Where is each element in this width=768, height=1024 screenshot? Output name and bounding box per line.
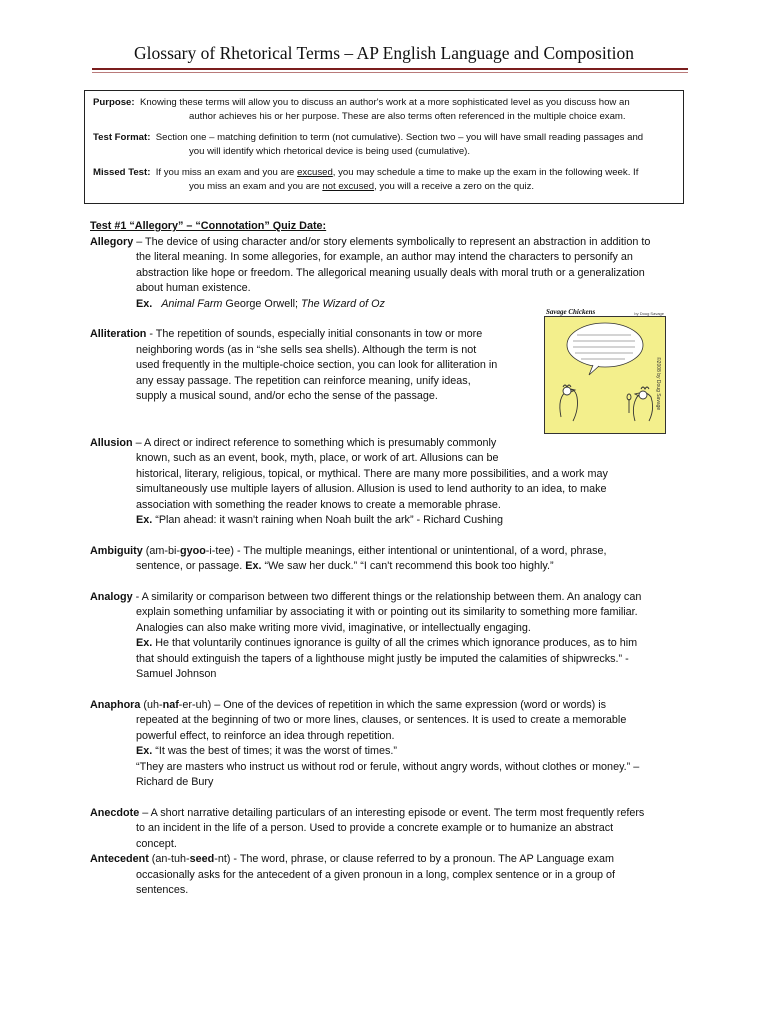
antecedent-def-1: - The word, phrase, or clause referred to by a pronoun. The AP Language exam — [230, 853, 614, 865]
anaphora-ex-label: Ex. — [136, 745, 153, 757]
missed-text-mid: , you may schedule a time to make up the exam in the following week. If — [332, 167, 639, 178]
missed-label: Missed Test: — [93, 167, 151, 178]
missed-not-excused: not excused — [322, 180, 375, 192]
purpose-text-1: Knowing these terms will allow you to discuss an author's work at a more sophisticated level as you discuss how an — [139, 97, 630, 108]
allusion-def-1: – A direct or indirect reference to something which is presumably commonly — [132, 436, 497, 449]
anaphora-def-2: repeated at the beginning of two or more lines, clauses, or sentences. It is used to create a memorable — [136, 714, 627, 726]
analogy-ex-1: He that voluntarily continues ignorance is guilty of all the crimes which ignorance produces, as to him — [152, 637, 638, 649]
allegory-ex-work2: The Wizard of Oz — [301, 297, 385, 310]
missed-text-2-pre: you miss an exam and you are — [189, 180, 323, 192]
entry-allegory — [90, 235, 710, 313]
allegory-def-4: about human existence. — [136, 282, 251, 294]
term-anaphora: Anaphora — [90, 698, 141, 711]
antecedent-def-2: occasionally asks for the antecedent of a given pronoun in a long, complex sentence or in a group of — [136, 868, 615, 881]
allusion-ex-text: “Plan ahead: it wasn't raining when Noah built the ark” - Richard Cushing — [152, 514, 503, 526]
info-box — [84, 90, 684, 204]
alliteration-def-2: neighboring words (as in “she sells sea shells). Although the term is not — [136, 343, 477, 356]
entry-ambiguity — [90, 544, 710, 575]
allusion-def-2: known, such as an event, book, myth, place, or work of art. Allusions can be — [136, 452, 499, 464]
format-row — [93, 131, 675, 158]
allusion-ex-label: Ex. — [136, 514, 153, 526]
term-alliteration: Alliteration — [90, 328, 147, 340]
entry-antecedent — [90, 852, 710, 899]
ambiguity-def-1: - The multiple meanings, either intentional or unintentional, of a word, phrase, — [234, 544, 607, 557]
ambiguity-ex-label: Ex. — [245, 560, 262, 572]
glossary-content — [90, 219, 710, 914]
entry-analogy — [90, 590, 710, 683]
allusion-def-4: simultaneously use multiple layers of allusion. Allusion is used to lend authority to an idea, to make — [136, 483, 607, 495]
anaphora-def-3: powerful effect, to reinforce an idea through repetition. — [136, 729, 395, 742]
allegory-ex-work1: Animal Farm — [161, 297, 223, 310]
entry-anaphora — [90, 698, 710, 791]
anaphora-pronunciation: (uh-naf-er-uh) — [140, 698, 212, 711]
test-heading: Test #1 “Allegory” – “Connotation” Quiz Date: — [90, 220, 327, 232]
allegory-ex-mid: George Orwell; — [222, 297, 302, 310]
anaphora-ex-2: “They are masters who instruct us without rod or ferule, without angry words, without clothes or money.” – — [136, 760, 640, 773]
alliteration-def-5: supply a musical sound, and/or echo the sense of the passage. — [136, 390, 438, 402]
title-rule-thin — [92, 72, 688, 73]
analogy-def-1: - A similarity or comparison between two different things or the relationship between them. An analogy can — [132, 590, 642, 603]
analogy-ex-2: that should extinguish the tapers of a lighthouse might justly be imputed the calamities of shipwrecks.” - — [136, 652, 629, 665]
analogy-ex-label: Ex. — [136, 637, 153, 649]
alliteration-def-1: - The repetition of sounds, especially initial consonants in tow or more — [146, 328, 483, 340]
title-rule — [92, 68, 688, 70]
alliteration-def-4: any essay passage. The repetition can reinforce meaning, unify ideas, — [136, 374, 471, 387]
comic-byline: by Doug Savage — [634, 311, 664, 316]
svg-text:©2008 by Doug Savage: ©2008 by Doug Savage — [655, 357, 661, 411]
anecdote-def-2: to an incident in the life of a person. Used to provide a concrete example or to humanize an abstract — [136, 822, 614, 834]
anaphora-ex-1: “It was the best of times; it was the worst of times.” — [152, 745, 398, 757]
term-allegory: Allegory — [90, 235, 134, 248]
alliteration-def-3: used frequently in the multiple-choice section, you can look for alliteration in — [136, 359, 498, 371]
antecedent-def-3: sentences. — [136, 884, 189, 896]
allegory-def-2: the literal meaning. In some allegories, for example, an author may intend the characters to personify an — [136, 251, 633, 263]
missed-excused: excused — [297, 167, 333, 178]
ambiguity-ex-text: “We saw her duck.” “I can't recommend this book too highly.” — [261, 560, 554, 572]
analogy-ex-3: Samuel Johnson — [136, 668, 217, 680]
allegory-def-3: abstraction like hope or freedom. The allegorical meaning usually deals with moral truth or a generalization — [136, 266, 645, 279]
entry-allusion — [90, 436, 710, 529]
missed-row — [93, 166, 675, 193]
allusion-def-5: association with something the reader knows to create a memorable phrase. — [136, 498, 501, 511]
term-antecedent: Antecedent — [90, 853, 149, 865]
ambiguity-def-2: sentence, or passage. — [136, 560, 246, 572]
analogy-def-3: Analogies can also make writing more vivid, imaginative, or intellectually engaging. — [136, 621, 531, 634]
anecdote-def-1: – A short narrative detailing particulars of an interesting episode or event. The term most frequently refers — [139, 806, 645, 819]
ambiguity-pronunciation: (am-bi-gyoo-i-tee) — [142, 544, 234, 557]
analogy-def-2: explain something unfamiliar by associating it with or pointing out its similarity to something more familiar. — [136, 606, 638, 618]
page-title: Glossary of Rhetorical Terms – AP English Language and Composition — [134, 43, 634, 63]
allegory-def-1: – The device of using character and/or story elements symbolically to represent an abstraction in addition to — [133, 235, 651, 248]
anaphora-ex-3: Richard de Bury — [136, 776, 214, 788]
format-text-1: Section one – matching definition to term (not cumulative). Section two – you will have small reading passages and — [155, 132, 644, 143]
entry-alliteration — [90, 327, 508, 405]
missed-text-pre: If you miss an exam and you are — [155, 167, 298, 178]
comic-title: Savage Chickens — [546, 308, 596, 316]
antecedent-pronunciation: (an-tuh-seed-nt) — [148, 853, 231, 865]
entry-anecdote — [90, 806, 710, 853]
allusion-def-3: historical, literary, religious, topical, or mythical. There are many more possibilities, and a work may — [136, 467, 608, 480]
term-allusion: Allusion — [90, 436, 133, 449]
anecdote-def-3: concept. — [136, 837, 177, 850]
term-anecdote: Anecdote — [90, 806, 140, 819]
purpose-row — [93, 96, 675, 123]
purpose-label: Purpose: — [93, 97, 135, 108]
term-analogy: Analogy — [90, 590, 133, 603]
purpose-text-2: author achieves his or her purpose. These are also terms often referenced in the multiple choice exam. — [189, 110, 626, 122]
allegory-ex-label: Ex. — [136, 297, 153, 310]
missed-text-2-post: , you will a receive a zero on the quiz. — [374, 180, 535, 192]
term-ambiguity: Ambiguity — [90, 544, 143, 557]
format-text-2: you will identify which rhetorical device is being used (cumulative). — [189, 145, 471, 157]
format-label: Test Format: — [93, 132, 151, 143]
anaphora-def-1: – One of the devices of repetition in which the same expression (word or words) is — [211, 698, 607, 711]
